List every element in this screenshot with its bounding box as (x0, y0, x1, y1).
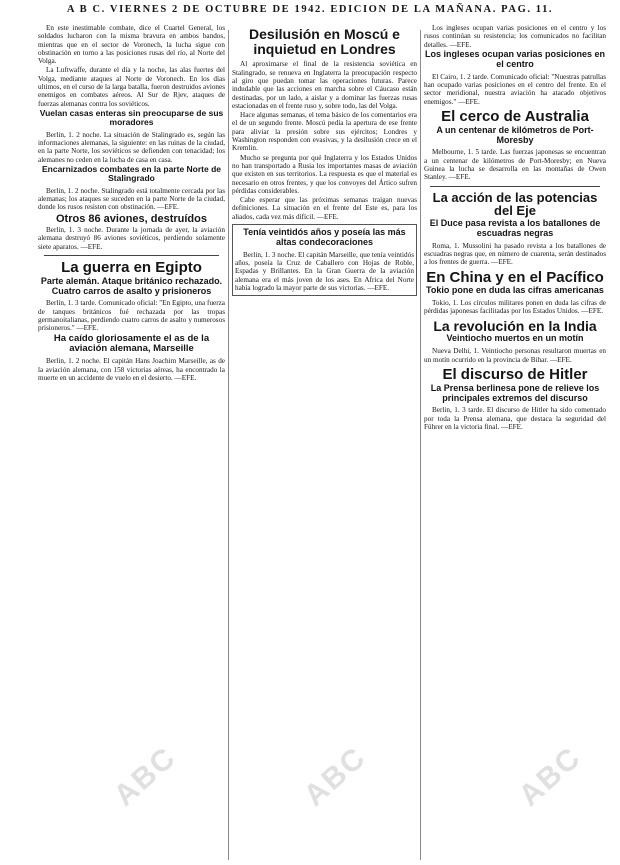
watermark-logo: ABC (107, 740, 183, 813)
article-paragraph: La Luftwaffe, durante el día y la noche, las alas fuertes del Volga, mediante ataques al Norte de Voronech. En los días ultimos, en el curso de la larga batalla, fueron destruidos aviones enemigos en combates aéreos. Al Sur de Rjev, ataques de fuerzas alemanas contra los soviéticos. (38, 66, 225, 108)
column-3 (424, 24, 606, 862)
section-divider (44, 255, 219, 256)
headline: Vuelan casas enteras sin preocuparse de sus moradores (39, 107, 224, 128)
article-paragraph: Nueva Delhi, 1. Veintiocho personas resultaron muertas en un motín ocurrido en la provincia de Bihar. —EFE. (424, 347, 606, 364)
article-paragraph: Berlin, 1. 2 noche. Stalingrado está totalmente cercada por las alemanas; los ataques se suceden en la parte Norte de la ciudad, donde los rusos resisten con obstinación. —EFE. (38, 186, 225, 212)
article-paragraph: Hace algunas semanas, el tema básico de los comentarios era el de un segundo frente. Moscú pedía la apertura de ese frente para aliviar la presión sobre sus ejércitos; Londres y Washington responden con evasivas, y la desilusión crece en el Kremlin. (232, 111, 417, 153)
headline: El discurso de Hitler (442, 365, 588, 383)
watermark-logo: ABC (297, 740, 373, 813)
column-2 (232, 24, 417, 862)
subheadline: A un centenar de kilómetros de Port-Moresby (436, 124, 594, 145)
article-paragraph: Berlin, 1. 3 tarde. El discurso de Hitler ha sido comentado por toda la Prensa alemana, que destaca la seguridad del Führer en la victoria final. —EFE. (424, 406, 606, 432)
headline: La acción de las potencias del Eje (432, 189, 598, 219)
watermark-logo: ABC (512, 740, 588, 813)
subheadline: Tokio pone en duda las cifras americanas (426, 285, 604, 296)
headline: Encarnizados combates en la parte Norte de Stalingrado (41, 163, 222, 184)
subheadline: La Prensa berlinesa pone de relieve los principales extremos del discurso (430, 382, 600, 403)
article-paragraph: Cabe esperar que las próximas semanas traigan nuevas definiciones. La situación en el frente del Este es, para los aliados, cada vez más difícil. —EFE. (232, 196, 417, 221)
headline: Desilusión en Moscú e inquietud en Londres (249, 26, 400, 57)
article-paragraph: Berlin, 1. 3 noche. Durante la jornada de ayer, la aviación alemana destruyó 86 aviones soviéticos, perdiendo solamente siete aparatos. —EFE. (38, 225, 225, 251)
subheadline: Parte alemán. Ataque británico rechazado. Cuatro carros de asalto y prisioneros (40, 275, 223, 296)
subheadline: Veintiocho muertos en un motín (446, 333, 584, 344)
article-paragraph: Roma, 1. Mussolini ha pasado revista a los batallones de escuadras negras que, en número de cuarenta, serán destinados a los frentes de guerra. —EFE. (424, 241, 606, 267)
article-paragraph: Berlin, 1. 2 noche. La situación de Stalingrado es, según las informaciones alemanas, la siguiente: en las ruinas de la ciudad, en la parte Norte, los soviéticos se defienden con tenacidad; los alemanes no ceden en la lucha de casa en casa. (38, 130, 225, 164)
boxed-article (232, 224, 417, 296)
article-paragraph: Mucho se pregunta por qué Inglaterra y los Estados Unidos no han transportado a Rusia los importantes masas de aviación que existen en sus territorios. La respuesta es que el material es necesario en otros frentes, y que los convoyes del Ártico sufren pérdidas considerables. (232, 153, 417, 195)
article-paragraph: El Cairo, 1. 2 tarde. Comunicado oficial: "Nuestras patrullas han ocupado varias posiciones en el centro del frente. En el sector meridional, nuestra aviación ha atacado objetivos enemigos." —EFE. (424, 72, 606, 106)
article-paragraph: Berlín, 1. 3 tarde. Comunicado oficial: "En Egipto, una fuerza de tanques británicos fué rechazada por las tropas germanoitalianas, perdiendo cuatro carros de asalto y numerosos prisioneros." —EFE. (38, 299, 225, 333)
article-paragraph: Berlin, 1. 3 noche. El capitán Marseille, que tenía veintidós años, poseía la Cruz de Caballero con Hojas de Roble, Espadas y Brillantes. En la Gran Guerra de la aviación alemana era el más joven de los ases. En Africa del Norte había logrado la mayor parte de sus victorias. —EFE. (235, 250, 414, 292)
headline: La guerra en Egipto (61, 258, 202, 276)
headline: La revolución en la India (433, 317, 597, 334)
column-1 (38, 24, 225, 862)
headline: Otros 86 aviones, destruídos (56, 213, 207, 226)
headline: Ha caído gloriosamente el as de la aviación alemana, Marseille (53, 332, 210, 355)
article-paragraph: En este inestimable combate, dice el Cuartel General, los soldados lucharon con la misma bravura en ambos bandos, mientras que en el sector de Voronech, la lucha sigue con obstinación en torno a las posiciones rusas del río, al Norte del Volga. (38, 24, 225, 66)
article-paragraph: Melbourne, 1. 5 tarde. Las fuerzas japonesas se encuentran a un centenar de kilómetros de Port-Moresby; en Nueva Guinea la lucha se desarrolla en las montañas de Owen Stanley. —EFE. (424, 148, 606, 182)
subheadline: El Duce pasa revista a los batallones de escuadras negras (429, 217, 601, 238)
box-headline: Tenía veintidós años y poseía las más altas condecoraciones (243, 227, 406, 247)
column-divider (420, 30, 421, 860)
article-paragraph: Berlin, 1. 2 noche. El capitán Hans Joachim Marseille, as de la aviación alemana, con 158 victorias aéreas, ha encontrado la muerte en un accidente de vuelo en el desierto. —EFE. (38, 357, 225, 383)
headline: En China y en el Pacífico (426, 268, 604, 286)
section-divider (430, 186, 600, 187)
page-masthead: A B C. VIERNES 2 DE OCTUBRE DE 1942. EDICION DE LA MAÑANA. PAG. 11. (66, 4, 554, 15)
headline: El cerco de Australia (441, 107, 589, 125)
column-divider (228, 30, 229, 860)
article-paragraph: Los ingleses ocupan varias posiciones en el centro y los rusos continúan su resistencia; los comunicados no facilitan detalles. —EFE. (424, 24, 606, 49)
article-paragraph: Tokio, 1. Los círculos militares ponen en duda las cifras de pérdidas japonesas facilitadas por los Estados Unidos. —EFE. (424, 299, 606, 316)
headline: Los ingleses ocupan varias posiciones en el centro (424, 48, 606, 69)
article-paragraph: Al aproximarse el final de la resistencia soviética en Stalingrado, se renueva en Inglaterra la preocupación respecto al giro que puedan tomar las operaciones futuras. Parece indudable que las acciones en marcha sobre el Cáucaso están destinadas, por un lado, a aislar y a dominar las fuerzas rusas estacionadas en el frente ruso y, sobre todo, las del Volga. (232, 60, 417, 110)
